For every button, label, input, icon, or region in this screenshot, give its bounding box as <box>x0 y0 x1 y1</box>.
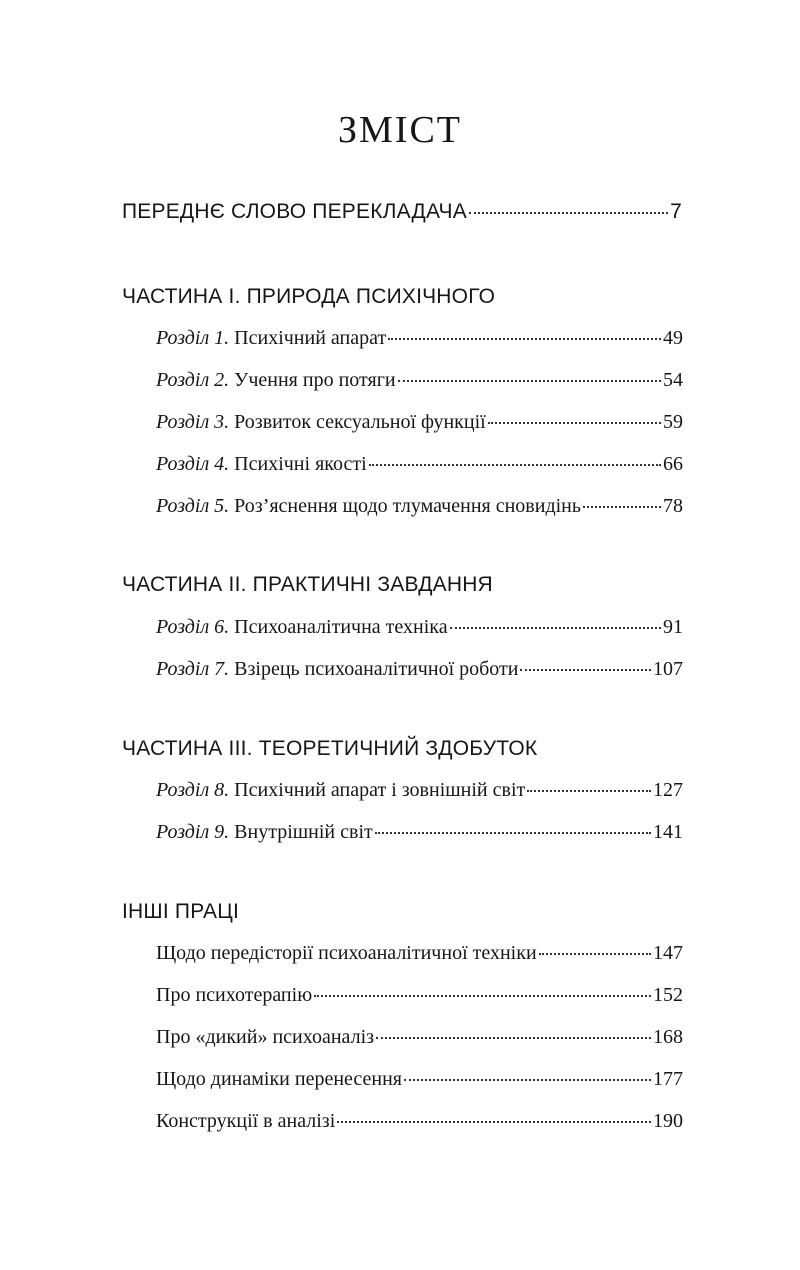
chapter-prefix: Розділ 3. <box>156 411 230 433</box>
page-number: 91 <box>663 616 683 638</box>
entry-label: Щодо передісторії психоаналітичної техніки <box>156 942 537 964</box>
page-number: 59 <box>663 411 683 433</box>
chapter-title: Роз’яснення щодо тлумачення сновидінь <box>234 495 581 517</box>
dot-leader <box>450 627 661 629</box>
entry-label <box>156 495 581 518</box>
entry-label <box>156 411 486 434</box>
page-number: 66 <box>663 453 683 475</box>
page-number: 78 <box>663 495 683 517</box>
page-number: 177 <box>653 1068 683 1090</box>
chapter-title: Психічний апарат і зовнішній світ <box>234 779 526 801</box>
toc-entry <box>156 616 683 639</box>
chapter-title: Психічний апарат <box>234 327 387 349</box>
toc-entry <box>156 327 683 350</box>
page-number: 190 <box>653 1110 683 1132</box>
chapter-prefix: Розділ 8. <box>156 779 230 801</box>
dot-leader <box>369 464 661 466</box>
page-number: 141 <box>653 821 683 843</box>
chapter-prefix: Розділ 1. <box>156 327 230 349</box>
dot-leader <box>375 832 651 834</box>
dot-leader <box>376 1037 651 1039</box>
entry-label <box>156 658 518 681</box>
dot-leader <box>488 422 661 424</box>
toc-entry <box>156 779 683 802</box>
chapter-title: Взірець психоаналітичної роботи <box>234 658 519 680</box>
dot-leader <box>583 506 661 508</box>
chapter-title: Розвиток сексуальної функції <box>234 411 486 433</box>
chapter-title: Внутрішній світ <box>234 821 373 843</box>
chapter-prefix: Розділ 2. <box>156 369 230 391</box>
toc-entry-foreword <box>122 200 682 224</box>
dot-leader <box>388 338 661 340</box>
page-number: 49 <box>663 327 683 349</box>
dot-leader <box>527 790 651 792</box>
page-number: 168 <box>653 1026 683 1048</box>
toc-entry <box>156 1068 683 1091</box>
dot-leader <box>469 212 668 214</box>
dot-leader <box>337 1121 651 1123</box>
entry-label <box>156 369 396 392</box>
entry-label: ПЕРЕДНЄ СЛОВО ПЕРЕКЛАДАЧА <box>122 200 467 223</box>
chapter-prefix: Розділ 6. <box>156 616 230 638</box>
section-heading-other-works: ІНШІ ПРАЦІ <box>122 900 239 923</box>
entry-label: Про психотерапію <box>156 984 313 1006</box>
toc-entry <box>156 369 683 392</box>
dot-leader <box>404 1079 651 1081</box>
toc-entry <box>156 495 683 518</box>
toc-entry <box>156 411 683 434</box>
entry-label: Конструкції в аналізі <box>156 1110 336 1132</box>
page-number: 7 <box>670 200 682 223</box>
section-heading-part-2: ЧАСТИНА ІІ. ПРАКТИЧНІ ЗАВДАННЯ <box>122 573 493 596</box>
entry-label <box>156 821 373 844</box>
page-title: ЗМІСТ <box>337 109 463 151</box>
chapter-prefix: Розділ 4. <box>156 453 230 475</box>
dot-leader <box>520 669 651 671</box>
page-number: 147 <box>653 942 683 964</box>
dot-leader <box>539 953 651 955</box>
page-number: 127 <box>653 779 683 801</box>
toc-entry <box>156 821 683 844</box>
dot-leader <box>398 380 661 382</box>
entry-label <box>156 327 386 350</box>
toc-entry <box>156 984 683 1007</box>
chapter-title: Учення про потяги <box>234 369 396 391</box>
toc-entry <box>156 1110 683 1133</box>
page-number: 54 <box>663 369 683 391</box>
entry-label <box>156 453 367 476</box>
dot-leader <box>314 995 651 997</box>
chapter-prefix: Розділ 7. <box>156 658 230 680</box>
toc-entry <box>156 1026 683 1049</box>
toc-entry <box>156 658 683 681</box>
chapter-prefix: Розділ 9. <box>156 821 230 843</box>
chapter-title: Психічні якості <box>234 453 367 475</box>
section-heading-part-1: ЧАСТИНА І. ПРИРОДА ПСИХІЧНОГО <box>122 285 496 308</box>
entry-label <box>156 616 448 639</box>
entry-label: Про «дикий» психоаналіз <box>156 1026 375 1048</box>
page-number: 107 <box>653 658 683 680</box>
toc-entry <box>156 942 683 965</box>
chapter-title: Психоаналітична техніка <box>234 616 448 638</box>
chapter-prefix: Розділ 5. <box>156 495 230 517</box>
section-heading-part-3: ЧАСТИНА ІІІ. ТЕОРЕТИЧНИЙ ЗДОБУТОК <box>122 737 538 760</box>
entry-label <box>156 779 525 802</box>
entry-label: Щодо динаміки перенесення <box>156 1068 403 1090</box>
page-number: 152 <box>653 984 683 1006</box>
toc-entry <box>156 453 683 476</box>
